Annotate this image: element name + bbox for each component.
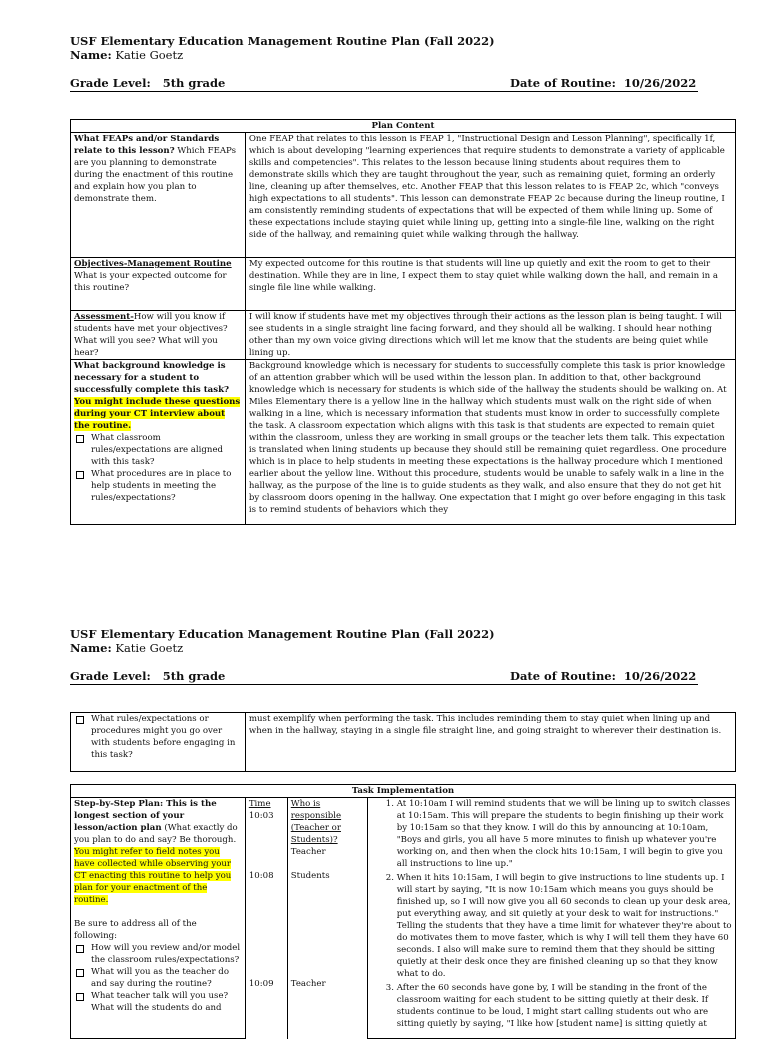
- grade-level: Grade Level: 5th grade: [70, 76, 226, 90]
- step-plan-list: [74, 942, 242, 1014]
- feaps-question: What FEAPs and/or Standards relate to this lesson? Which FEAPs are you planning to demonstrate during the enactment of this routine and explain how you plan to demonstrate them.: [71, 133, 246, 258]
- who-column: Who is responsible (Teacher or Students)? Teacher Students Teacher: [287, 798, 367, 1039]
- assessment-question: Assessment-How will you know if students have met your objectives? What will you see? What will you hear?: [71, 311, 246, 360]
- time-column: Time 10:03 10:08 10:09: [245, 798, 287, 1039]
- table-row: [71, 258, 736, 311]
- assessment-answer: I will know if students have met my objectives through their actions as the lesson plan is being taught. I will see students in a single straight line facing forward, and they should all be walking. I should hear nothing other than my own voice giving directions which will let me know that the students are being quiet while lining up.: [245, 311, 735, 360]
- list-item: 2. When it hits 10:15am, I will begin to give instructions to line students up. I will start by saying, "It is now 10:15am which means you guys should be finished up, so I will now give you all 60 seconds to clean up your desk area, put everything away, and sit quietly at your desk to wait for instructions." Telling the students that they have a time limit for whatever they're about to do motivates them to move faster, which is why I will tell them they have 60 seconds. I also will make sure to remind them that they should be sitting quietly at their desk once they are finished cleaning up so that they know what to do.: [397, 872, 732, 980]
- who-cell: Teacher: [290, 847, 326, 857]
- steps-column: [367, 798, 735, 1039]
- who-cell: Teacher: [290, 979, 326, 989]
- list-item: 1. At 10:10am I will remind students that we will be lining up to switch classes at 10:15am. This will prepare the students to begin finishing up their work by 10:15am so that they know. I will do this by announcing at 10:10am, "Boys and girls, you all have 5 more minutes to finish up whatever you're working on, and then when the clock hits 10:15am, I will begin to give you all instructions to line up.": [397, 798, 732, 870]
- time-cell: 10:08: [248, 871, 274, 881]
- background-question: What background knowledge is necessary for a student to successfully complete this task? You might include these questions during your CT interview about the routine. What classroom rules/expectations are aligned with this task? What procedures are in place to help students in meeting the rules/expectations?: [71, 360, 246, 525]
- continuation-question: [71, 713, 246, 772]
- highlight-note: You might include these questions during your CT interview about the routine.: [74, 397, 241, 431]
- plan-content-table: [70, 119, 736, 525]
- list-item: How will you review and/or model the classroom rules/expectations?: [74, 942, 242, 966]
- time-cell: 10:09: [248, 979, 274, 989]
- routine-date: Date of Routine: 10/26/2022: [510, 76, 697, 90]
- task-implementation-table: [70, 784, 736, 1039]
- step-plan-question: Step-by-Step Plan: This is the longest section of your lesson/action plan (What exactly do you plan to do and say? Be thorough. You might refer to field notes you have collected while observing your CT enacting this routine to help you plan for your enactment of the routine. Be sure to address all of the following: How will you review and/or model the classroom rules/expectations? What will you as the teacher do and say during the routine? What teacher talk will you use? What will the students do and: [71, 798, 246, 1039]
- page-2: [70, 627, 736, 1039]
- highlight-note: You might refer to field notes you have collected while observing your CT enacting this routine to help you plan for your enactment of the routine.: [74, 847, 232, 905]
- table-row: [71, 360, 736, 525]
- continuation-answer: must exemplify when performing the task. This includes reminding them to stay quiet when lining up and when in the hallway, staying in a single file straight line, and going straight to wherever their destination is.: [245, 713, 735, 772]
- table-row: [71, 133, 736, 258]
- grade-date-row: [70, 669, 698, 685]
- background-answer: Background knowledge which is necessary for students to successfully complete this task is prior knowledge of an attention grabber which will be used within the lesson plan. In addition to that, other background knowledge which is necessary for students is which side of the hallway the students should be walking on. At Miles Elementary there is a yellow line in the hallway which students must walk on the right side of when walking in a line, which is necessary information that students must know in order to successfully complete the task. A classroom expectation which aligns with this task is that students are expected to remain quiet within the classroom, unless they are working in small groups or the teacher lets them talk. This expectation is translated when lining students up because they should still be remaining quiet regardless. One procedure which is in place to help students in meeting these expectations is the hallway procedure which I mentioned earlier about the yellow line. Without this procedure, students would be unable to safely walk in a line in the hallway, as the purpose of the line is to guide students as they walk, and also ensure that they do not get hit by classroom doors opening in the hallway. One expectation that I might go over before engaging in this task is to remind students of behaviors which they: [245, 360, 735, 525]
- grade-date-row: [70, 76, 698, 92]
- objectives-answer: My expected outcome for this routine is that students will line up quietly and exit the room to get to their destination. While they are in line, I expect them to stay quiet while walking down the hall, and remain in a single file line while walking.: [245, 258, 735, 311]
- routine-date: Date of Routine: 10/26/2022: [510, 669, 697, 683]
- list-item: What teacher talk will you use? What will the students do and: [74, 990, 242, 1014]
- list-item: What classroom rules/expectations are aligned with this task?: [74, 432, 242, 468]
- plan-content-title: Plan Content: [71, 120, 736, 133]
- list-item: What rules/expectations or procedures might you go over with students before engaging in this task?: [74, 713, 242, 761]
- table-row: [71, 798, 736, 1039]
- background-list: [74, 432, 242, 504]
- list-item: What will you as the teacher do and say during the routine?: [74, 966, 242, 990]
- name-line: Name: Katie Goetz: [70, 641, 184, 655]
- document-title: USF Elementary Education Management Routine Plan (Fall 2022): [70, 34, 495, 48]
- grade-level: Grade Level: 5th grade: [70, 669, 226, 683]
- continuation-table: [70, 712, 736, 772]
- table-row: [71, 713, 736, 772]
- task-implementation-title: Task Implementation: [71, 785, 736, 798]
- list-item: What procedures are in place to help students in meeting the rules/expectations?: [74, 468, 242, 504]
- name-line: Name: Katie Goetz: [70, 48, 184, 62]
- list-item: 3. After the 60 seconds have gone by, I will be standing in the front of the classroom waiting for each student to be sitting quietly at their desk. If students continue to be loud, I might start calling students out who are sitting quietly by saying, "I like how [student name] is sitting quietly at: [397, 982, 732, 1030]
- feaps-answer: One FEAP that relates to this lesson is FEAP 1, "Instructional Design and Lesson Planning", specifically 1f, which is about developing "learning experiences that require students to demonstrate a variety of applicable skills and competencies". This relates to the lesson because lining students about requires them to demonstrate skills which they are taught throughout the year, such as remaining quiet, forming an orderly line, cleaning up after themselves, etc. Another FEAP that this lesson relates to is FEAP 2c, which "conveys high expectations to all students". This lesson can demonstrate FEAP 2c because during the lineup routine, I am consistently reminding students of expectations that will be expected of them while lining up. Some of these expectations include staying quiet while lining up, getting into a single-file line, walking on the right side of the hallway, and remaining quiet while walking through the hallway.: [245, 133, 735, 258]
- steps-list: [371, 798, 732, 1030]
- who-cell: Students: [290, 871, 330, 881]
- page-1: [70, 34, 736, 525]
- objectives-question: Objectives-Management Routine What is your expected outcome for this routine?: [71, 258, 246, 311]
- table-row: [71, 311, 736, 360]
- document-title: USF Elementary Education Management Routine Plan (Fall 2022): [70, 627, 495, 641]
- time-cell: 10:03: [248, 811, 274, 821]
